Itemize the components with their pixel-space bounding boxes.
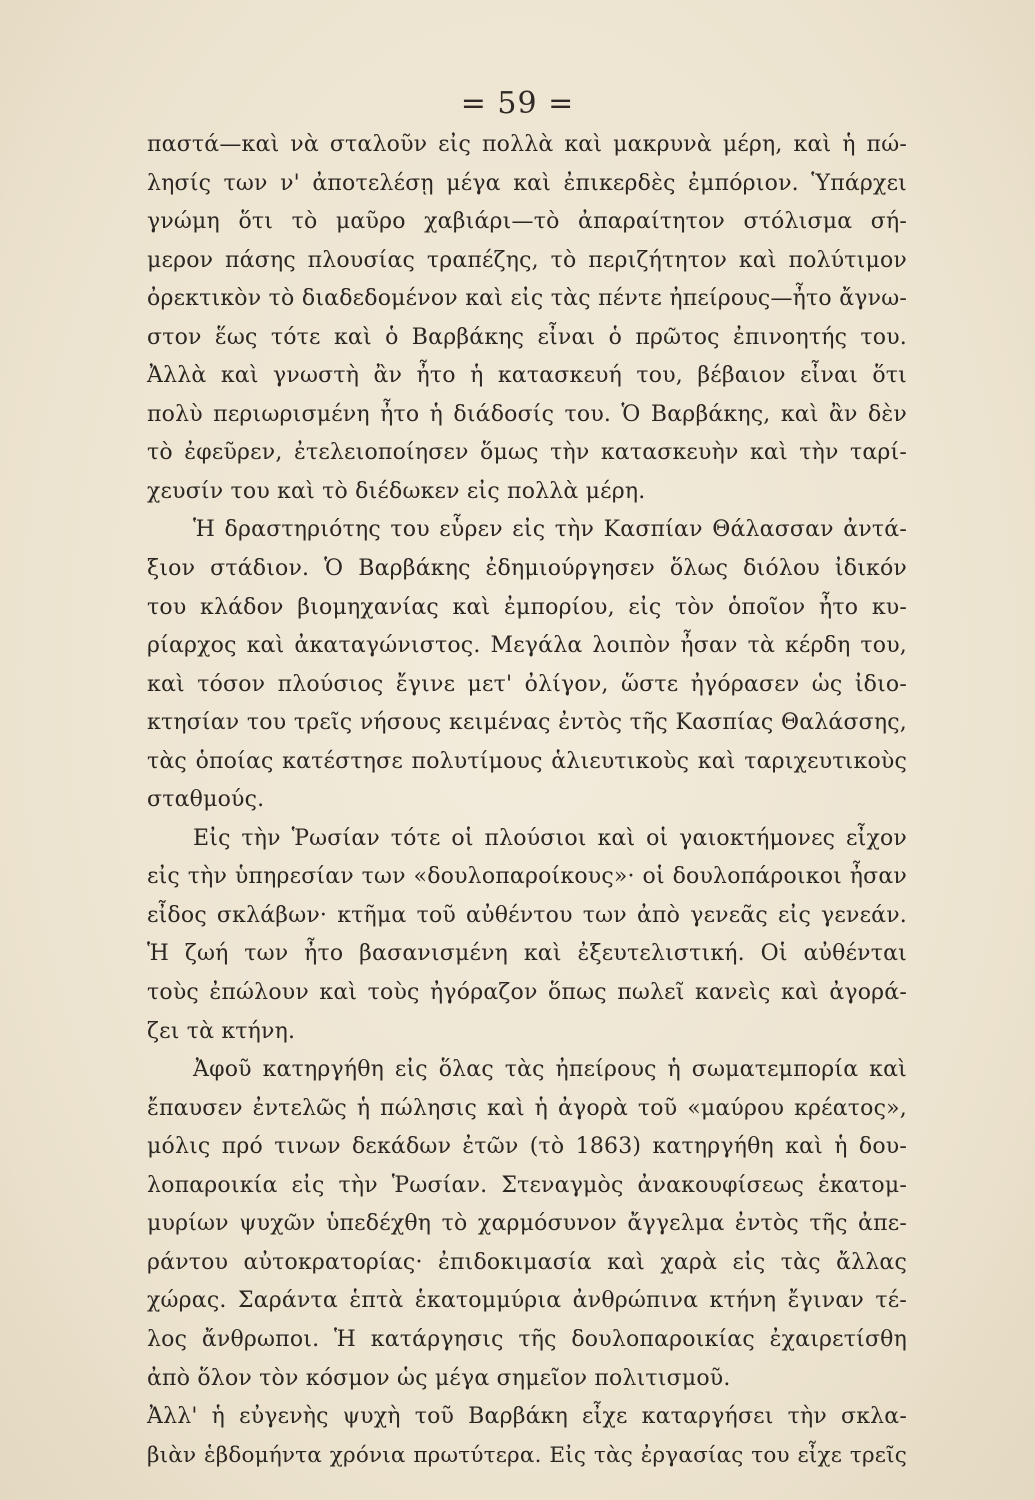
text-line: ξιον στάδιον. Ὁ Βαρβάκης ἐδημιούργησεν ὅλως διόλου ἰδικόν bbox=[147, 556, 907, 582]
text-line: Ἀλλὰ καὶ γνωστὴ ἂν ἦτο ἡ κατασκευή του, βέβαιον εἶναι ὅτι bbox=[147, 363, 907, 389]
text-line: μερον πάσης πλουσίας τραπέζης, τὸ περιζήτητον καὶ πολύτιμον bbox=[147, 247, 907, 273]
text-line: τὸ ἐφεῦρεν, ἐτελειοποίησεν ὅμως τὴν κατασκευὴν καὶ τὴν ταρί- bbox=[147, 440, 907, 466]
text-line: τοὺς ἐπώλουν καὶ τοὺς ἠγόραζον ὅπως πωλεῖ κανεὶς καὶ ἀγορά- bbox=[147, 980, 907, 1006]
body-text bbox=[147, 126, 907, 1475]
text-line: σταθμούς. bbox=[147, 787, 265, 813]
text-line: μυρίων ψυχῶν ὑπεδέχθη τὸ χαρμόσυνον ἄγγελμα ἐντὸς τῆς ἀπε- bbox=[147, 1211, 907, 1237]
text-line: ἔπαυσεν ἐντελῶς ἡ πώλησις καὶ ἡ ἀγορὰ τοῦ «μαύρου κρέατος», bbox=[147, 1095, 907, 1121]
text-line: κτησίαν του τρεῖς νήσους κειμένας ἐντὸς τῆς Κασπίας Θαλάσσης, bbox=[147, 710, 907, 736]
text-line: τὰς ὁποίας κατέστησε πολυτίμους ἁλιευτικοὺς καὶ ταριχευτικοὺς bbox=[147, 748, 907, 774]
page-number: = 59 = bbox=[460, 86, 575, 121]
text-line: μόλις πρό τινων δεκάδων ἐτῶν (τὸ 1863) κατηργήθη καὶ ἡ δου- bbox=[147, 1134, 907, 1160]
text-line: Ἀλλ' ἡ εὐγενὴς ψυχὴ τοῦ Βαρβάκη εἶχε καταργήσει τὴν σκλα- bbox=[147, 1404, 907, 1430]
text-line: παστά—καὶ νὰ σταλοῦν εἰς πολλὰ καὶ μακρυνὰ μέρη, καὶ ἡ πώ- bbox=[147, 132, 907, 157]
text-line: Ἀφοῦ κατηργήθη εἰς ὅλας τὰς ἠπείρους ἡ σωματεμπορία καὶ bbox=[193, 1057, 907, 1083]
text-line: ζει τὰ κτήνη. bbox=[147, 1018, 296, 1044]
text-line: βιὰν ἑβδομήντα χρόνια πρωτύτερα. Εἰς τὰς ἐργασίας του εἶχε τρεῖς bbox=[147, 1442, 907, 1468]
text-line: καὶ τόσον πλούσιος ἔγινε μετ' ὀλίγον, ὥστε ἠγόρασεν ὡς ἰδιο- bbox=[147, 671, 907, 697]
text-line: Ἡ δραστηριότης του εὗρεν εἰς τὴν Κασπίαν Θάλασσαν ἀντά- bbox=[193, 517, 907, 543]
text-line: ἀπὸ ὅλον τὸν κόσμον ὡς μέγα σημεῖον πολιτισμοῦ. bbox=[147, 1365, 731, 1391]
text-line: ὀρεκτικὸν τὸ διαδεδομένον καὶ εἰς τὰς πέντε ἠπείρους—ἦτο ἄγνω- bbox=[147, 286, 907, 312]
text-line: εἰς τὴν ὑπηρεσίαν των «δουλοπαροίκους»· οἱ δουλοπάροικοι ἦσαν bbox=[147, 864, 907, 890]
text-line: χώρας. Σαράντα ἑπτὰ ἑκατομμύρια ἀνθρώπινα κτήνη ἔγιναν τέ- bbox=[147, 1288, 907, 1314]
text-line: Ἡ ζωή των ἦτο βασανισμένη καὶ ἐξευτελιστική. Οἱ αὐθένται bbox=[147, 941, 907, 967]
text-line: του κλάδον βιομηχανίας καὶ ἐμπορίου, εἰς τὸν ὁποῖον ἦτο κυ- bbox=[147, 594, 907, 620]
text-line: ράντου αὐτοκρατορίας· ἐπιδοκιμασία καὶ χαρὰ εἰς τὰς ἄλλας bbox=[147, 1249, 907, 1275]
text-line: στον ἕως τότε καὶ ὁ Βαρβάκης εἶναι ὁ πρῶτος ἐπινοητής του. bbox=[147, 324, 907, 350]
text-line: λος ἄνθρωποι. Ἡ κατάργησις τῆς δουλοπαροικίας ἐχαιρετίσθη bbox=[147, 1326, 907, 1352]
text-line: Εἰς τὴν Ῥωσίαν τότε οἱ πλούσιοι καὶ οἱ γαιοκτήμονες εἶχον bbox=[193, 825, 907, 851]
text-line: λοπαροικία εἰς τὴν Ῥωσίαν. Στεναγμὸς ἀνακουφίσεως ἑκατομ- bbox=[147, 1172, 907, 1198]
text-line: εἶδος σκλάβων· κτῆμα τοῦ αὐθέντου των ἀπὸ γενεᾶς εἰς γενεάν. bbox=[147, 902, 907, 928]
text-line: χευσίν του καὶ τὸ διέδωκεν εἰς πολλὰ μέρη. bbox=[147, 478, 646, 504]
text-line: λησίς των ν' ἀποτελέσῃ μέγα καὶ ἐπικερδὲς ἐμπόριον. Ὑπάρχει bbox=[147, 170, 907, 196]
text-line: ρίαρχος καὶ ἀκαταγώνιστος. Μεγάλα λοιπὸν ἦσαν τὰ κέρδη του, bbox=[147, 633, 907, 659]
text-line: γνώμη ὅτι τὸ μαῦρο χαβιάρι—τὸ ἀπαραίτητον στόλισμα σή- bbox=[147, 209, 907, 235]
text-line: πολὺ περιωρισμένη ἦτο ἡ διάδοσίς του. Ὁ Βαρβάκης, καὶ ἂν δὲν bbox=[147, 401, 907, 427]
